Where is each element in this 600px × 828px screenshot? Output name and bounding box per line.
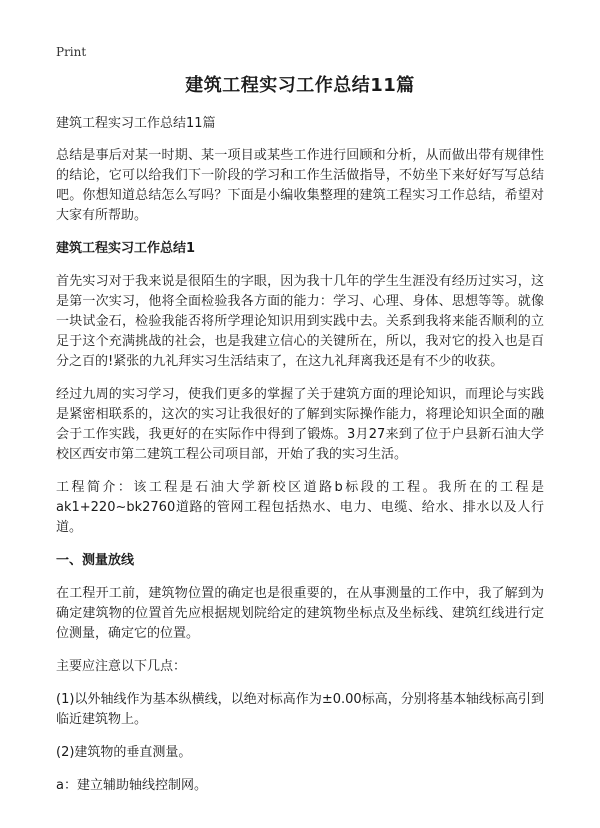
project-intro-paragraph: 工程简介：该工程是石油大学新校区道路b标段的工程。我所在的工程是ak1+220~bk2760道路的管网工程包括热水、电力、电缆、给水、排水以及人行道。 (56, 480, 544, 535)
document-title: 建筑工程实习工作总结11篇 (185, 75, 415, 96)
section2-paragraph-2: 主要应注意以下几点： (56, 659, 187, 674)
section2-paragraph-1: 在工程开工前，建筑物位置的确定也是很重要的，在从事测量的工作中，我了解到为确定建筑物的位置首先应根据规划院给定的建筑物坐标点及坐标线、建筑红线进行定位测量，确定它的位置。 (56, 586, 544, 641)
section2-heading: 一、测量放线 (56, 553, 135, 568)
document-subtitle: 建筑工程实习工作总结11篇 (56, 116, 216, 131)
section1-paragraph-1: 首先实习对于我来说是很陌生的字眼，因为我十几年的学生生涯没有经历过实习，这是第一次实习，他将全面检验我各方面的能力：学习、心理、身体、思想等等。就像一块试金石，检验我能否将所学理论知识用到实践中去。关系到我将来能否顺利的立足于这个充满挑战的社会，也是我建立信心的关键所在，所以，我对它的投入也是百分之百的!紧张的九礼拜实习生活结束了，在这九礼拜离我还是有不少的收获。 (56, 274, 544, 369)
intro-paragraph: 总结是事后对某一时期、某一项目或某些工作进行回顾和分析，从而做出带有规律性的结论，它可以给我们下一阶段的学习和工作生活做指导，不妨坐下来好好写写总结吧。你想知道总结怎么写吗？下面是小编收集整理的建筑工程实习工作总结，希望对大家有所帮助。 (56, 148, 544, 223)
point-1: (1)以外轴线作为基本纵横线，以绝对标高作为±0.00标高，分别将基本轴线标高引到临近建筑物上。 (56, 692, 544, 727)
point-2: (2)建筑物的垂直测量。 (56, 745, 192, 760)
section1-heading: 建筑工程实习工作总结1 (56, 241, 196, 256)
print-label: Print (56, 45, 87, 59)
section1-paragraph-2: 经过九周的实习学习，使我们更多的掌握了关于建筑方面的理论知识，而理论与实践是紧密相联系的，这次的实习让我很好的了解到实际操作能力，将理论知识全面的融会于工作实践，我更好的在实际作中得到了锻炼。3月27来到了位于户县新石油大学校区西安市第二建筑工程公司项目部，开始了我的实习生活。 (56, 387, 544, 462)
point-2a: a：建立辅助轴线控制网。 (56, 778, 207, 793)
